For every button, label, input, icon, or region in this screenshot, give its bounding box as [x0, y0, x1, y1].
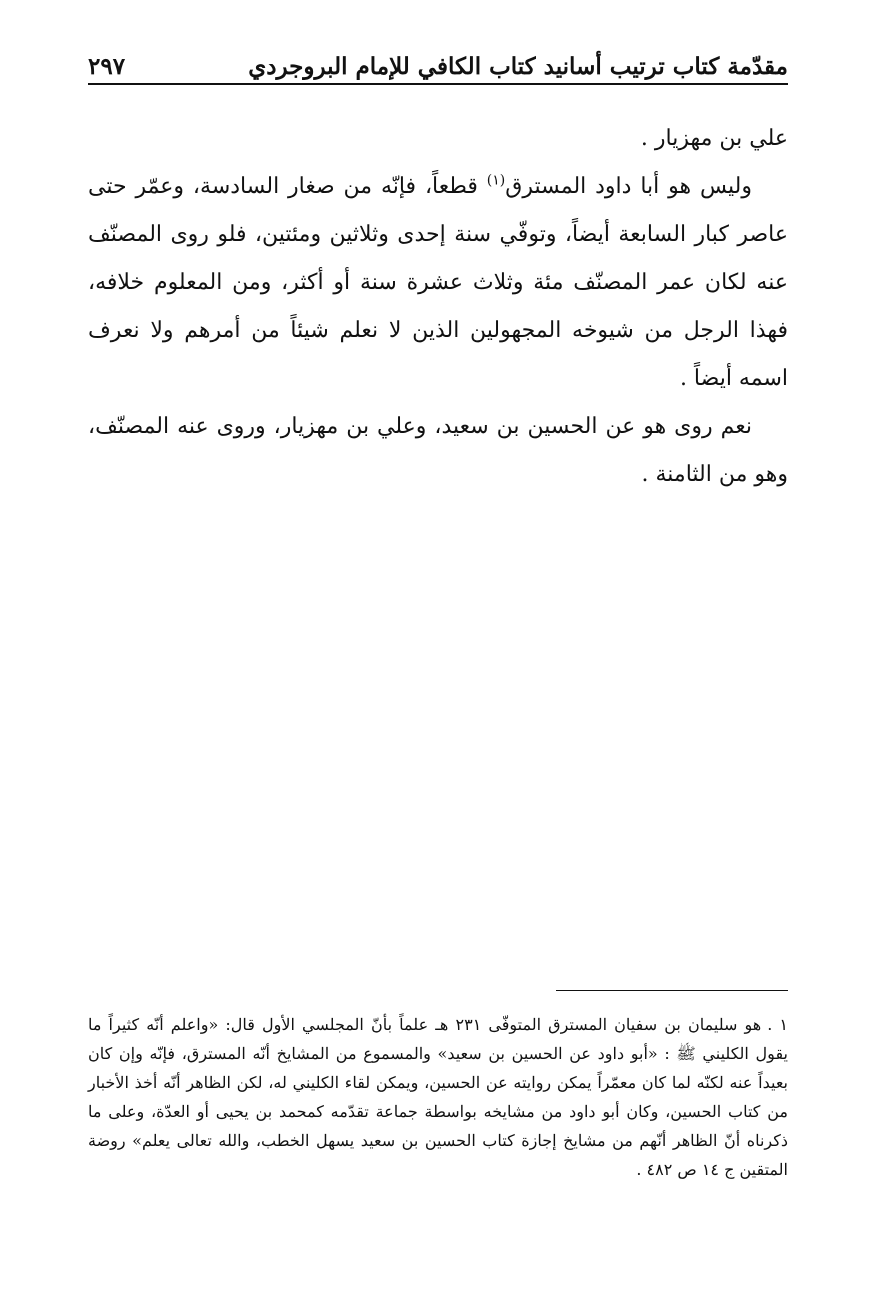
footnotes: [88, 1010, 788, 1184]
header-rule: [88, 83, 788, 85]
footnote-separator: [556, 990, 788, 991]
paragraph-2: [88, 163, 788, 403]
footnote: [88, 1010, 788, 1184]
paragraph-3: نعم روى هو عن الحسين بن سعيد، وعلي بن مهزيار، وروى عنه المصنّف، وهو من الثامنة .: [88, 414, 788, 487]
book-page: [88, 40, 788, 1280]
footnote-number: ١ .: [767, 1015, 789, 1034]
paragraph-1: علي بن مهزيار .: [640, 126, 788, 151]
running-title: مقدّمة كتاب ترتيب أسانيد كتاب الكافي للإمام البروجردي: [248, 53, 788, 80]
footnote-text: هو سليمان بن سفيان المسترق المتوفّى ٢٣١ هـ علماً بأنّ المجلسي الأول قال: «واعلم أنّه كثيراً ما يقول الكليني ﷺ : «أبو داود عن الحسين بن سعيد» والمسموع من المشايخ أنّه المسترق، فإنّه وإن كان بعيداً عنه لكنّه لما كان معمّراً يمكن روايته عن الحسين، ويمكن لقاء الكليني له، لكن الظاهر أنّه أخذ الأخبار من كتاب الحسين، وكان أبو داود من مشايخه بواسطة جماعة تقدّمه كمحمد بن يحيى أو العدّة، وعلى ما ذكرناه أنّ الظاهر أنّهم من مشايخ إجازة كتاب الحسين بن سعيد يسهل الخطب، والله تعالى يعلم» روضة المتقين ج ١٤ ص ٤٨٢ .: [88, 1015, 789, 1179]
footnote-reference[interactable]: (١): [486, 172, 506, 189]
main-text: [88, 115, 788, 499]
paragraph-2-text-start: وليس هو أبا داود المسترق: [505, 174, 752, 199]
page-header: [88, 48, 788, 86]
paragraph-2-text-end: قطعاً، فإنّه من صغار السادسة، وعمّر حتى عاصر كبار السابعة أيضاً، وتوفّي سنة إحدى وثلاثين ومئتين، فلو روى المصنّف عنه لكان عمر المصنّف مئة وثلاث عشرة سنة أو أكثر، ومن المعلوم خلافه، فهذا الرجل من شيوخه المجهولين الذين لا نعلم شيئاً من أمرهم ولا نعرف اسمه أيضاً .: [88, 174, 788, 391]
page-number: ٢٩٧: [88, 53, 126, 80]
